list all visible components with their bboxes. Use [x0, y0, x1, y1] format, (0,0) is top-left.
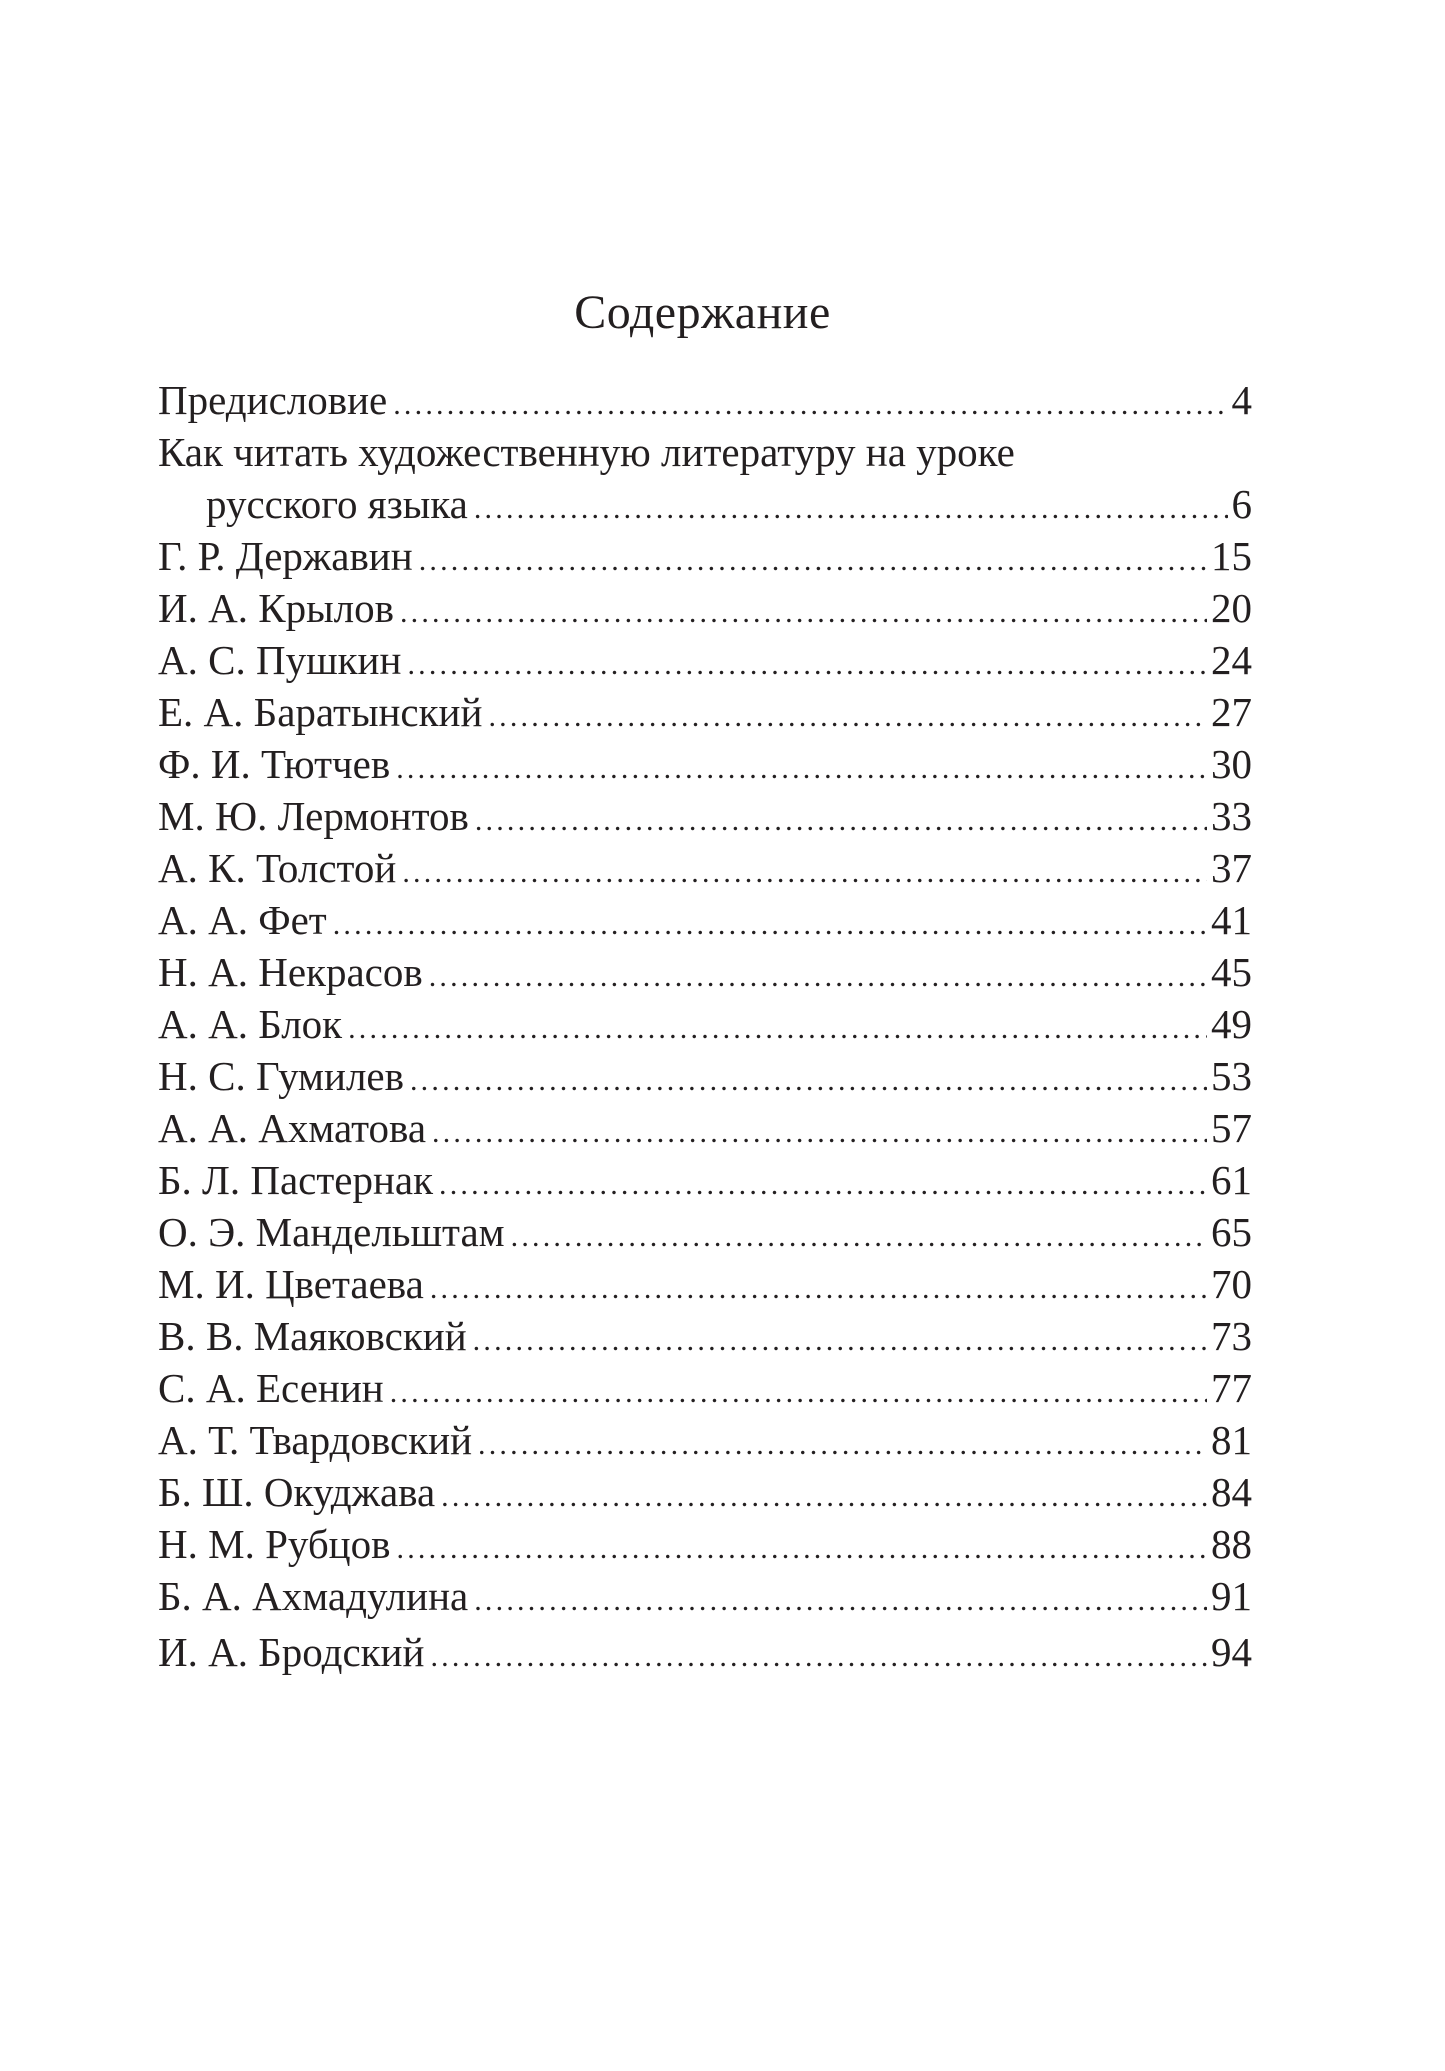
- toc-entry-page: 94: [1211, 1629, 1252, 1675]
- toc-entry-label: И. А. Бродский: [158, 1629, 425, 1675]
- toc-entry-page: 20: [1211, 585, 1252, 631]
- toc-entry-label: Ф. И. Тютчев: [158, 741, 391, 787]
- toc-entry-page: 91: [1211, 1573, 1252, 1619]
- toc-entry-page: 57: [1211, 1105, 1252, 1151]
- toc-entry[interactable]: [158, 1362, 1252, 1414]
- toc-entry[interactable]: [158, 582, 1252, 634]
- toc-entry[interactable]: [158, 894, 1252, 946]
- toc-entry-page: 70: [1211, 1261, 1252, 1307]
- toc-entry-page: 73: [1211, 1313, 1252, 1359]
- toc-entry-page: 15: [1211, 533, 1252, 579]
- toc-entry-label: Н. М. Рубцов: [158, 1521, 391, 1567]
- toc-entry[interactable]: [158, 1570, 1252, 1622]
- toc-entry-label: А. А. Ахматова: [158, 1105, 427, 1151]
- toc-entry-page: 45: [1211, 949, 1252, 995]
- toc-entry-page: 33: [1211, 793, 1252, 839]
- toc-entry-page: 41: [1211, 897, 1252, 943]
- dot-leader: [511, 1211, 1207, 1263]
- dot-leader: [333, 899, 1207, 951]
- dot-leader: [402, 847, 1207, 899]
- toc-entry-page: 24: [1211, 637, 1252, 683]
- toc-entry-label: С. А. Есенин: [158, 1365, 384, 1411]
- dot-leader: [390, 1367, 1207, 1419]
- toc-entry-page: 49: [1211, 1001, 1252, 1047]
- dot-leader: [474, 1575, 1207, 1627]
- toc-entry[interactable]: [158, 1154, 1252, 1206]
- toc-entry-page: 65: [1211, 1209, 1252, 1255]
- dot-leader: [430, 1631, 1207, 1683]
- toc-entry-preface[interactable]: [158, 374, 1252, 426]
- toc-entry-how-to-read[interactable]: [158, 478, 1252, 530]
- toc-entry-label: В. В. Маяковский: [158, 1313, 467, 1359]
- dot-leader: [397, 1523, 1208, 1575]
- toc-entry[interactable]: [158, 1050, 1252, 1102]
- toc-entry-label: О. Э. Мандельштам: [158, 1209, 505, 1255]
- toc-entry-label: А. С. Пушкин: [158, 637, 402, 683]
- toc-entry-page: 4: [1231, 377, 1252, 423]
- toc-entry-page: 61: [1211, 1157, 1252, 1203]
- toc-entry-page: 53: [1211, 1053, 1252, 1099]
- toc-entry-label: А. К. Толстой: [158, 845, 397, 891]
- toc-entry-label: М. И. Цветаева: [158, 1261, 424, 1307]
- toc-entry[interactable]: [158, 530, 1252, 582]
- toc-entry-page: 77: [1211, 1365, 1252, 1411]
- dot-leader: [407, 639, 1207, 691]
- toc-entry-label: Б. Ш. Окуджава: [158, 1469, 436, 1515]
- toc-entry[interactable]: [158, 634, 1252, 686]
- dot-leader: [400, 587, 1207, 639]
- toc-entry[interactable]: [158, 1466, 1252, 1518]
- toc-entry-label: Б. Л. Пастернак: [158, 1157, 434, 1203]
- toc-entry[interactable]: [158, 1626, 1252, 1678]
- dot-leader: [393, 379, 1227, 431]
- toc-entry-label: Н. С. Гумилев: [158, 1053, 404, 1099]
- dot-leader: [430, 1263, 1207, 1315]
- toc-entry-label: А. Т. Твардовский: [158, 1417, 473, 1463]
- toc-entry-label: А. А. Блок: [158, 1001, 343, 1047]
- toc-entry-page: 84: [1211, 1469, 1252, 1515]
- toc-entry[interactable]: [158, 738, 1252, 790]
- toc-entry[interactable]: [158, 1518, 1252, 1570]
- toc-entry[interactable]: [158, 1310, 1252, 1362]
- toc-entry-label: Г. Р. Державин: [158, 533, 413, 579]
- toc-entry-label: Б. А. Ахмадулина: [158, 1573, 469, 1619]
- toc-entry-page: 27: [1211, 689, 1252, 735]
- toc-entry-label: Как читать художественную литературу на уроке: [158, 429, 1015, 475]
- dot-leader: [410, 1055, 1207, 1107]
- dot-leader: [419, 535, 1207, 587]
- toc-entry-how-to-read-line1[interactable]: [158, 426, 1252, 478]
- dot-leader: [429, 951, 1207, 1003]
- toc-entry[interactable]: [158, 1206, 1252, 1258]
- dot-leader: [478, 1419, 1207, 1471]
- dot-leader: [396, 743, 1207, 795]
- dot-leader: [488, 691, 1207, 743]
- toc-entry-label: И. А. Крылов: [158, 585, 394, 631]
- toc-entry[interactable]: [158, 790, 1252, 842]
- toc-entry[interactable]: [158, 946, 1252, 998]
- dot-leader: [474, 483, 1228, 535]
- toc-entry[interactable]: [158, 1258, 1252, 1310]
- toc-entry-label: Н. А. Некрасов: [158, 949, 423, 995]
- toc-entry[interactable]: [158, 686, 1252, 738]
- table-of-contents: [158, 374, 1252, 1678]
- toc-entry-page: 88: [1211, 1521, 1252, 1567]
- toc-entry-label: Предисловие: [158, 377, 388, 423]
- toc-entry-page: 81: [1211, 1417, 1252, 1463]
- toc-entry-page: 6: [1231, 481, 1252, 527]
- dot-leader: [348, 1003, 1207, 1055]
- dot-leader: [432, 1107, 1207, 1159]
- dot-leader: [441, 1471, 1207, 1523]
- toc-entry[interactable]: [158, 1102, 1252, 1154]
- toc-entry-label: русского языка: [206, 481, 468, 527]
- toc-entry[interactable]: [158, 1414, 1252, 1466]
- dot-leader: [475, 795, 1207, 847]
- toc-entry[interactable]: [158, 842, 1252, 894]
- dot-leader: [473, 1315, 1207, 1367]
- page-title: Содержание: [574, 286, 831, 339]
- toc-entry-label: М. Ю. Лермонтов: [158, 793, 469, 839]
- toc-entry-label: А. А. Фет: [158, 897, 327, 943]
- toc-entry-label: Е. А. Баратынский: [158, 689, 483, 735]
- toc-entry[interactable]: [158, 998, 1252, 1050]
- toc-entry-page: 30: [1211, 741, 1252, 787]
- toc-entry-page: 37: [1211, 845, 1252, 891]
- dot-leader: [439, 1159, 1207, 1211]
